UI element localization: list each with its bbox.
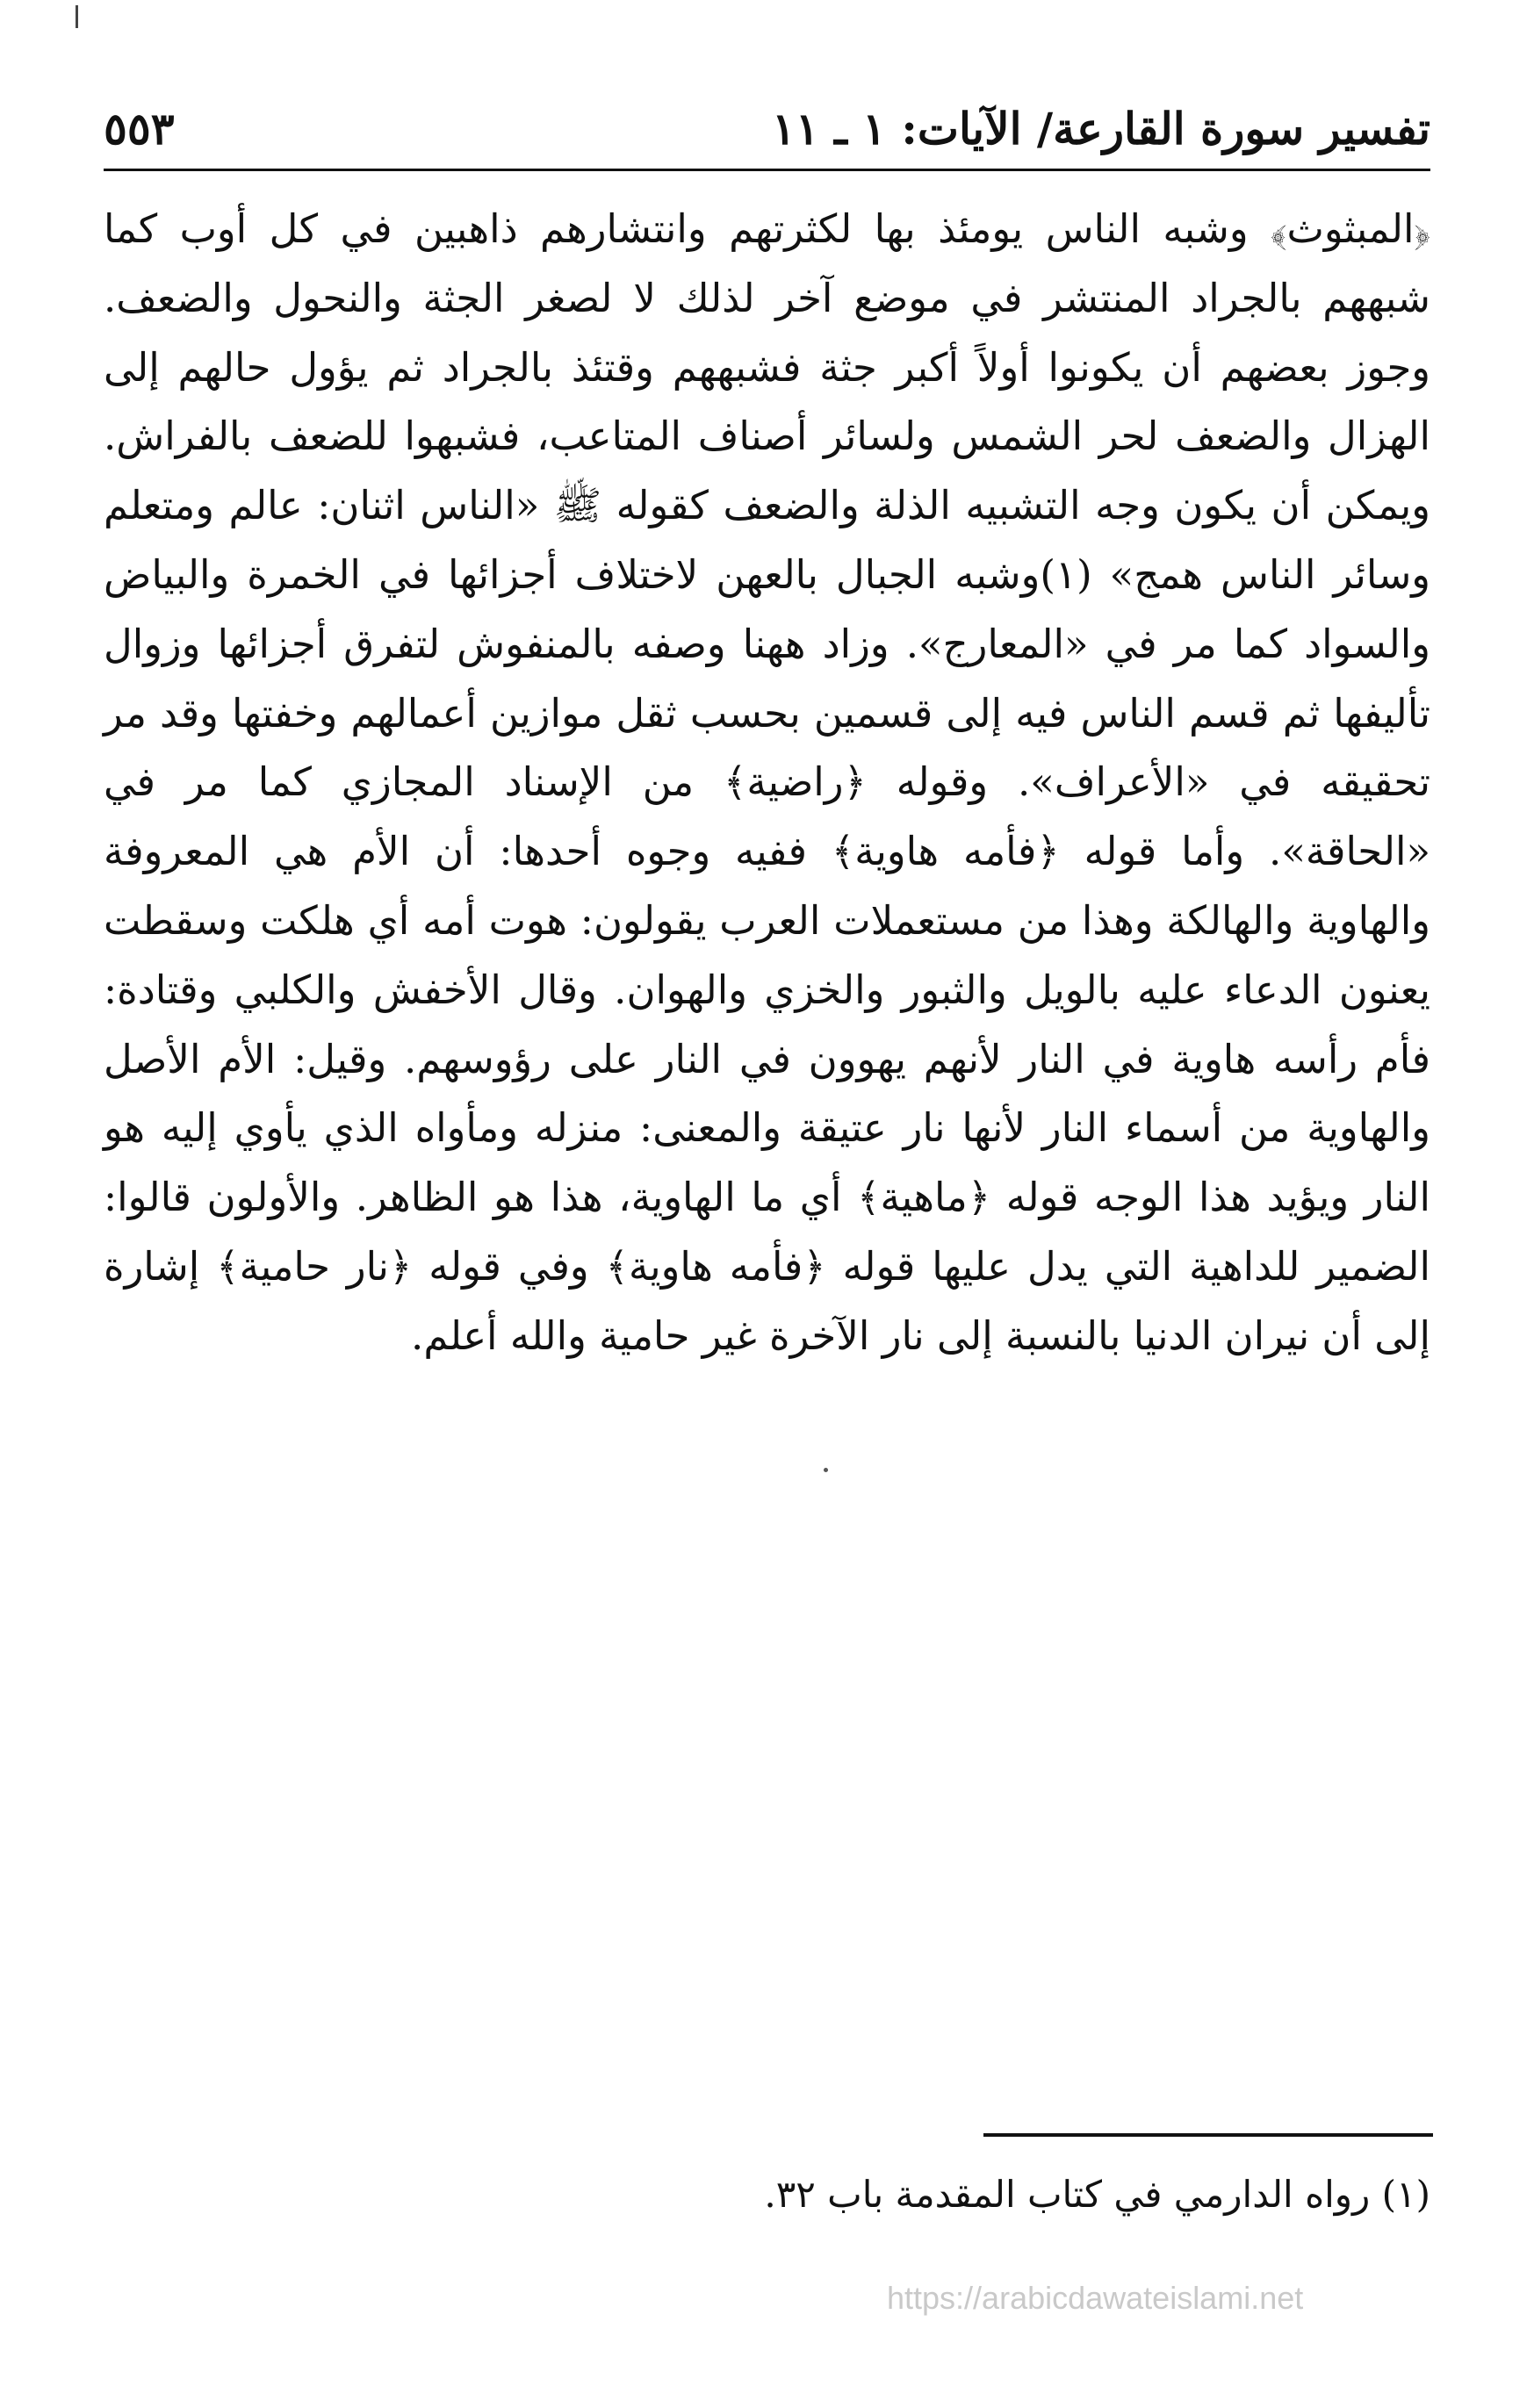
watermark-url: https://arabicdawateislami.net [887,2280,1304,2316]
running-title: تفسير سورة القارعة/ الآيات: ١ ـ ١١ [771,103,1430,155]
footnote: (١) رواه الدارمي في كتاب المقدمة باب ٣٢. [764,2173,1430,2216]
page-header [104,98,1430,160]
scan-mark [76,5,78,28]
main-text [104,195,1430,1371]
header-divider [104,169,1430,171]
footnote-divider [983,2133,1433,2137]
scan-speck [824,1468,828,1472]
body-paragraph: ﴿المبثوث﴾ وشبه الناس يومئذ بها لكثرتهم وانتشارهم ذاهبين في كل أوب كما شبههم بالجراد المنتشر في موضع آخر لذلك لا لصغر الجثة والنحول والضعف. وجوز بعضهم أن يكونوا أولاً أكبر جثة فشبههم وقتئذ بالجراد ثم يؤول حالهم إلى الهزال والضعف لحر الشمس ولسائر أصناف المتاعب، فشبهوا للضعف بالفراش. ويمكن أن يكون وجه التشبيه الذلة والضعف كقوله ﷺ «الناس اثنان: عالم ومتعلم وسائر الناس همج» (١)وشبه الجبال بالعهن لاختلاف أجزائها في الخمرة والبياض والسواد كما مر في «المعارج». وزاد ههنا وصفه بالمنفوش لتفرق أجزائها وزوال تأليفها ثم قسم الناس فيه إلى قسمين بحسب ثقل موازين أعمالهم وخفتها وقد مر تحقيقه في «الأعراف». وقوله ﴿راضية﴾ من الإسناد المجازي كما مر في «الحاقة». وأما قوله ﴿فأمه هاوية﴾ ففيه وجوه أحدها: أن الأم هي المعروفة والهاوية والهالكة وهذا من مستعملات العرب يقولون: هوت أمه أي هلكت وسقطت يعنون الدعاء عليه بالويل والثبور والخزي والهوان. وقال الأخفش والكلبي وقتادة: فأم رأسه هاوية في النار لأنهم يهوون في النار على رؤوسهم. وقيل: الأم الأصل والهاوية من أسماء النار لأنها نار عتيقة والمعنى: منزله ومأواه الذي يأوي إليه هو النار ويؤيد هذا الوجه قوله ﴿ماهية﴾ أي ما الهاوية، هذا هو الظاهر. والأولون قالوا: الضمير للداهية التي يدل عليها قوله ﴿فأمه هاوية﴾ وفي قوله ﴿نار حامية﴾ إشارة إلى أن نيران الدنيا بالنسبة إلى نار الآخرة غير حامية والله أعلم. [104,205,1430,1359]
page-number: ٥٥٣ [104,103,175,155]
